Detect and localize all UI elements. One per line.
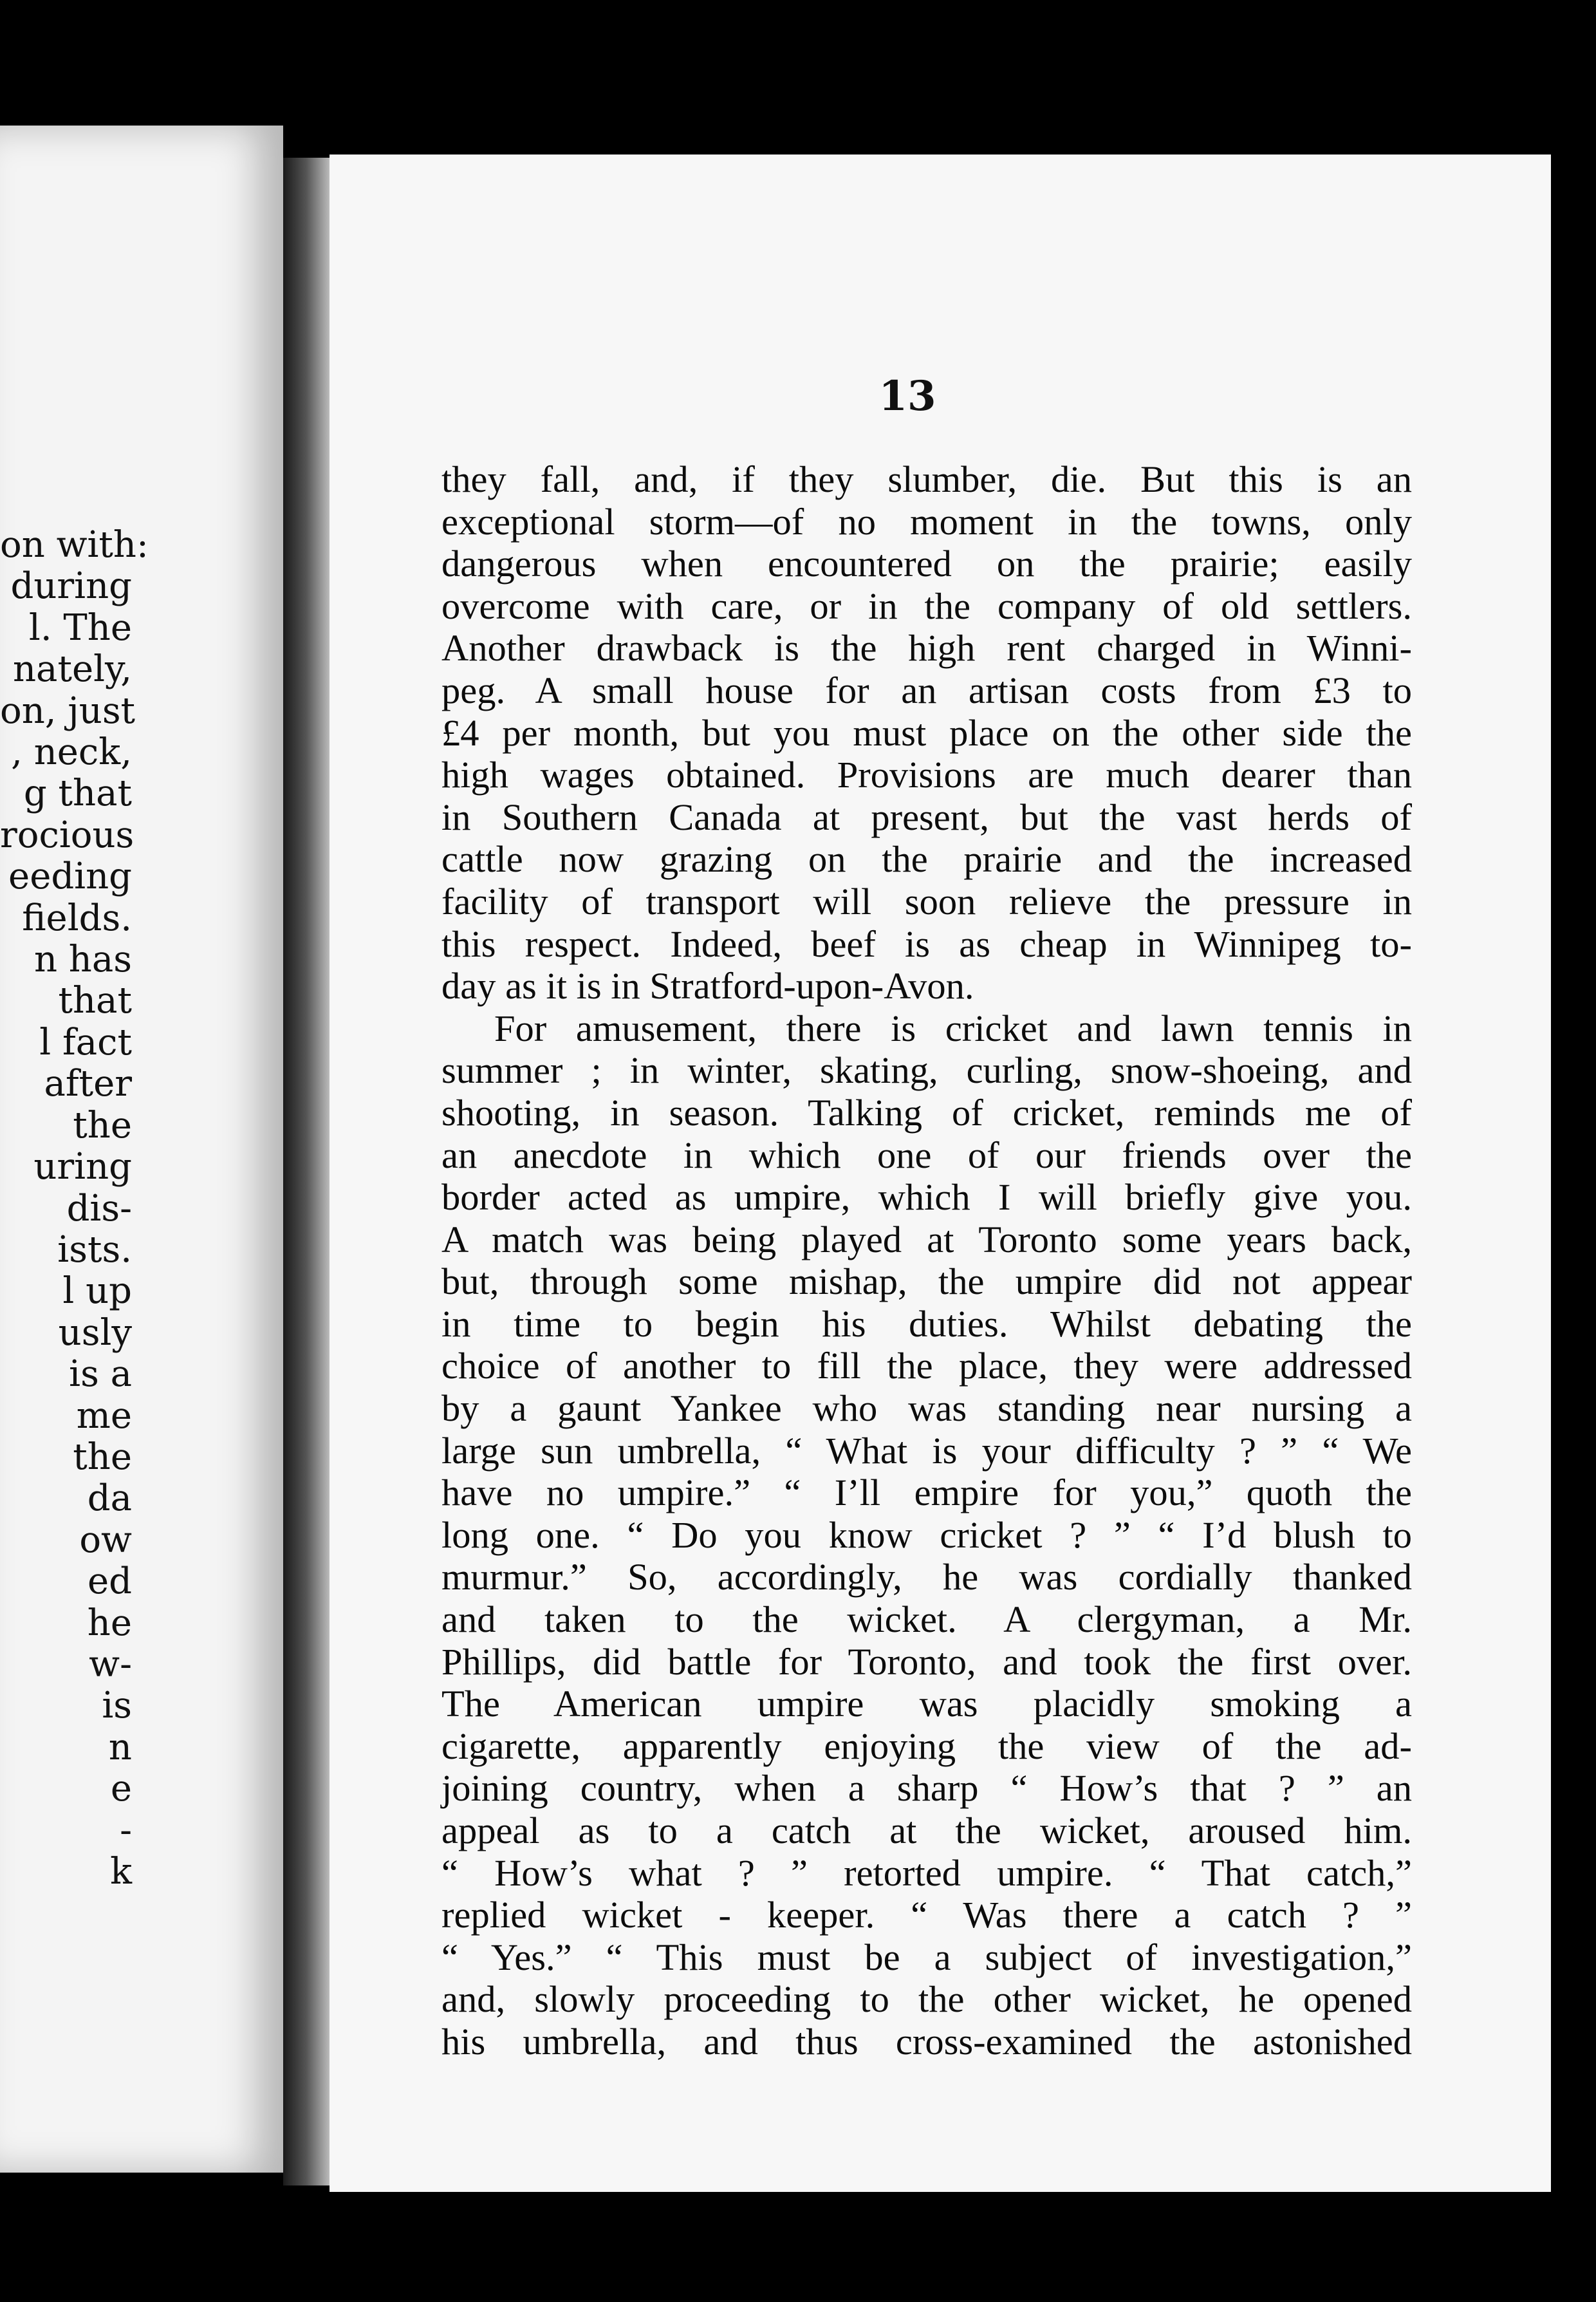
left-page-fragment: n has: [33, 939, 132, 981]
text-line: long one. “ Do you know cricket ? ” “ I’d blush to: [441, 1513, 1412, 1556]
text-line: Another drawback is the high rent charged in Winni-: [441, 627, 1412, 669]
text-line: overcome with care, or in the company of old settlers.: [441, 585, 1412, 627]
text-line: replied wicket - keeper. “ Was there a catch ? ”: [441, 1894, 1412, 1936]
text-line: have no umpire.” “ I’ll empire for you,” quoth the: [441, 1472, 1412, 1514]
text-line: high wages obtained. Provisions are much dearer than: [441, 754, 1412, 796]
left-page-fragment: is a: [69, 1353, 132, 1396]
text-line: by a gaunt Yankee who was standing near nursing a: [441, 1387, 1412, 1430]
left-page-fragment: on with:: [0, 524, 149, 566]
left-page-fragment: nately,: [12, 648, 132, 691]
text-line: exceptional storm—of no moment in the towns, only: [441, 500, 1412, 543]
book-gutter-shadow: [283, 158, 329, 2185]
text-line: summer ; in winter, skating, curling, snow-shoeing, and: [441, 1049, 1412, 1092]
text-line: this respect. Indeed, beef is as cheap in Winnipeg to-: [441, 922, 1412, 965]
left-page-fragment: after: [44, 1063, 132, 1105]
left-page: [0, 126, 283, 2173]
left-page-fragment: n: [108, 1726, 132, 1768]
left-page-fragment: the: [73, 1104, 132, 1146]
text-line: For amusement, there is cricket and lawn tennis in: [494, 1007, 1412, 1049]
text-line: joining country, when a sharp “ How’s that ? ” an: [441, 1767, 1412, 1810]
left-page-fragment: g that: [23, 772, 132, 815]
text-line: but, through some mishap, the umpire did not appear: [441, 1260, 1412, 1303]
text-line: shooting, in season. Talking of cricket, reminds me of: [441, 1091, 1412, 1134]
left-page-fragment: rocious: [0, 814, 135, 856]
left-page-fragment: ists.: [57, 1228, 132, 1271]
left-page-fragment: eeding: [8, 856, 132, 898]
left-page-fragment: fields.: [22, 897, 132, 939]
text-line: “ How’s what ? ” retorted umpire. “ That catch,”: [441, 1851, 1412, 1894]
left-page-fragment: -: [120, 1809, 132, 1851]
body-text: [441, 458, 1412, 2063]
text-line: appeal as to a catch at the wicket, aroused him.: [441, 1810, 1412, 1851]
text-line: day as it is in Stratford-upon-Avon.: [441, 965, 974, 1007]
left-page-fragment: , neck,: [11, 731, 132, 774]
left-page-fragment: e: [110, 1768, 132, 1810]
left-page-fragment: l fact: [39, 1021, 132, 1063]
left-page-fragment: dis-: [66, 1187, 132, 1230]
left-page-fragment: w-: [89, 1643, 132, 1685]
left-page-fragment: l. The: [28, 606, 132, 649]
text-line: Phillips, did battle for Toronto, and took the first over.: [441, 1640, 1412, 1683]
left-page-fragment: k: [110, 1851, 132, 1893]
text-line: in Southern Canada at present, but the vast herds of: [441, 796, 1412, 838]
text-line: £4 per month, but you must place on the other side the: [441, 711, 1412, 754]
left-page-fragment: he: [87, 1602, 132, 1644]
left-page-fragment: during: [10, 565, 132, 608]
text-line: The American umpire was placidly smoking a: [441, 1683, 1412, 1725]
text-line: “ Yes.” “ This must be a subject of investigation,”: [441, 1936, 1412, 1978]
text-line: A match was being played at Toronto some years back,: [441, 1218, 1412, 1260]
text-line: an anecdote in which one of our friends over the: [441, 1134, 1412, 1176]
text-line: dangerous when encountered on the prairie; easily: [441, 543, 1412, 585]
left-page-fragment: the: [73, 1436, 132, 1478]
text-line: choice of another to fill the place, they were addressed: [441, 1345, 1412, 1387]
left-page-fragment: l up: [62, 1270, 132, 1313]
text-line: cigarette, apparently enjoying the view of the ad-: [441, 1725, 1412, 1767]
text-line: cattle now grazing on the prairie and the increased: [441, 838, 1412, 881]
left-page-fragment: that: [58, 980, 132, 1022]
text-line: his umbrella, and thus cross-examined the astonished: [441, 2020, 1412, 2063]
left-page-fragment: on, just: [0, 689, 136, 732]
left-page-fragment: usly: [58, 1311, 132, 1354]
text-line: peg. A small house for an artisan costs from £3 to: [441, 669, 1412, 711]
text-line: border acted as umpire, which I will briefly give you.: [441, 1176, 1412, 1219]
left-page-fragment: is: [102, 1685, 132, 1727]
left-page-fragment: uring: [33, 1146, 132, 1188]
page-number: 13: [878, 372, 936, 420]
text-line: and, slowly proceeding to the other wicket, he opened: [441, 1978, 1412, 2021]
left-page-fragment: ed: [88, 1560, 132, 1603]
text-line: and taken to the wicket. A clergyman, a Mr.: [441, 1598, 1412, 1641]
left-page-fragment: me: [76, 1394, 132, 1437]
left-page-text-fragments: [0, 524, 149, 1893]
left-page-fragment: da: [87, 1477, 132, 1520]
text-line: they fall, and, if they slumber, die. But this is an: [441, 458, 1412, 500]
text-line: facility of transport will soon relieve the pressure in: [441, 880, 1412, 922]
text-line: in time to begin his duties. Whilst debating the: [441, 1302, 1412, 1345]
left-page-fragment: ow: [79, 1519, 132, 1561]
text-line: murmur.” So, accordingly, he was cordially thanked: [441, 1556, 1412, 1598]
text-line: large sun umbrella, “ What is your difficulty ? ” “ We: [441, 1429, 1412, 1472]
